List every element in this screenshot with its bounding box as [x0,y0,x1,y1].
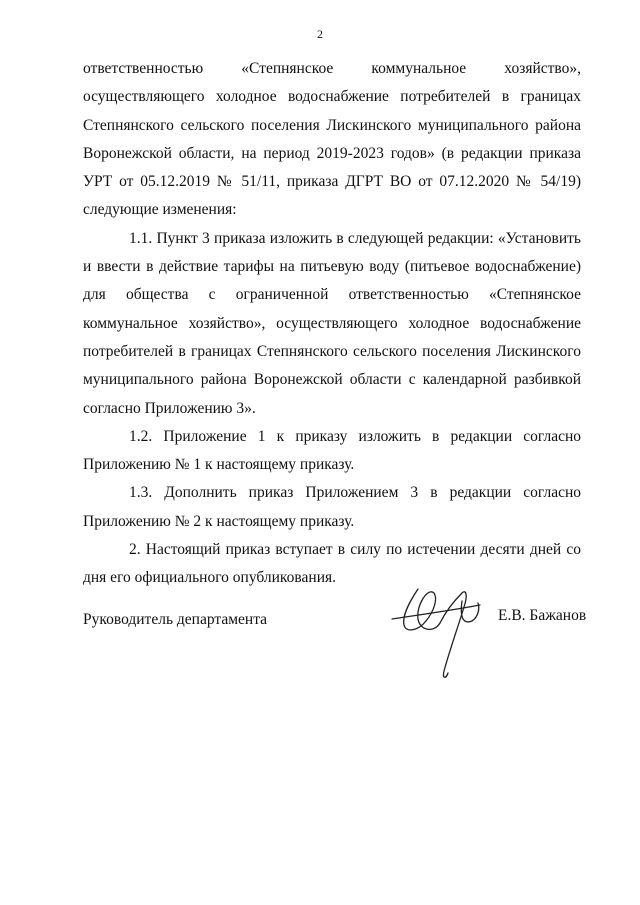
signer-position-label: Руководитель департамента [83,611,268,628]
signer-name: Е.В. Бажанов [498,607,587,624]
document-body [83,55,581,593]
page-number: 2 [317,27,323,41]
handwritten-signature-icon [388,575,498,690]
paragraph-continuation: ответственностью «Степнянское коммунальное хозяйство», осуществляющего холодное водоснабжение потребителей в границах Степнянского сельского поселения Лискинского муниципального района Воронежской области, на период 2019-2023 годов» (в редакции приказа УРТ от 05.12.2019 № 51/11, приказа ДГРТ ВО от 07.12.2020 № 54/19) следующие изменения: [83,60,581,219]
paragraph-item-1-3: 1.3. Дополнить приказ Приложением 3 в редакции согласно Приложению № 2 к настоящему приказу. [83,484,581,530]
paragraph-item-1-1: 1.1. Пункт 3 приказа изложить в следующей редакции: «Установить и ввести в действие тарифы на питьевую воду (питьевое водоснабжение) для общества с ограниченной ответственностью «Степнянское коммунальное хозяйство», осуществляющего холодное водоснабжение потребителей в границах Степнянского сельского поселения Лискинского муниципального района Воронежской области с календарной разбивкой согласно Приложению 3». [83,229,581,417]
paragraph-item-2: 2. Настоящий приказ вступает в силу по истечении десяти дней со дня его официального опубликования. [83,541,581,587]
paragraph-item-1-2: 1.2. Приложение 1 к приказу изложить в редакции согласно Приложению № 1 к настоящему приказу. [83,427,581,474]
